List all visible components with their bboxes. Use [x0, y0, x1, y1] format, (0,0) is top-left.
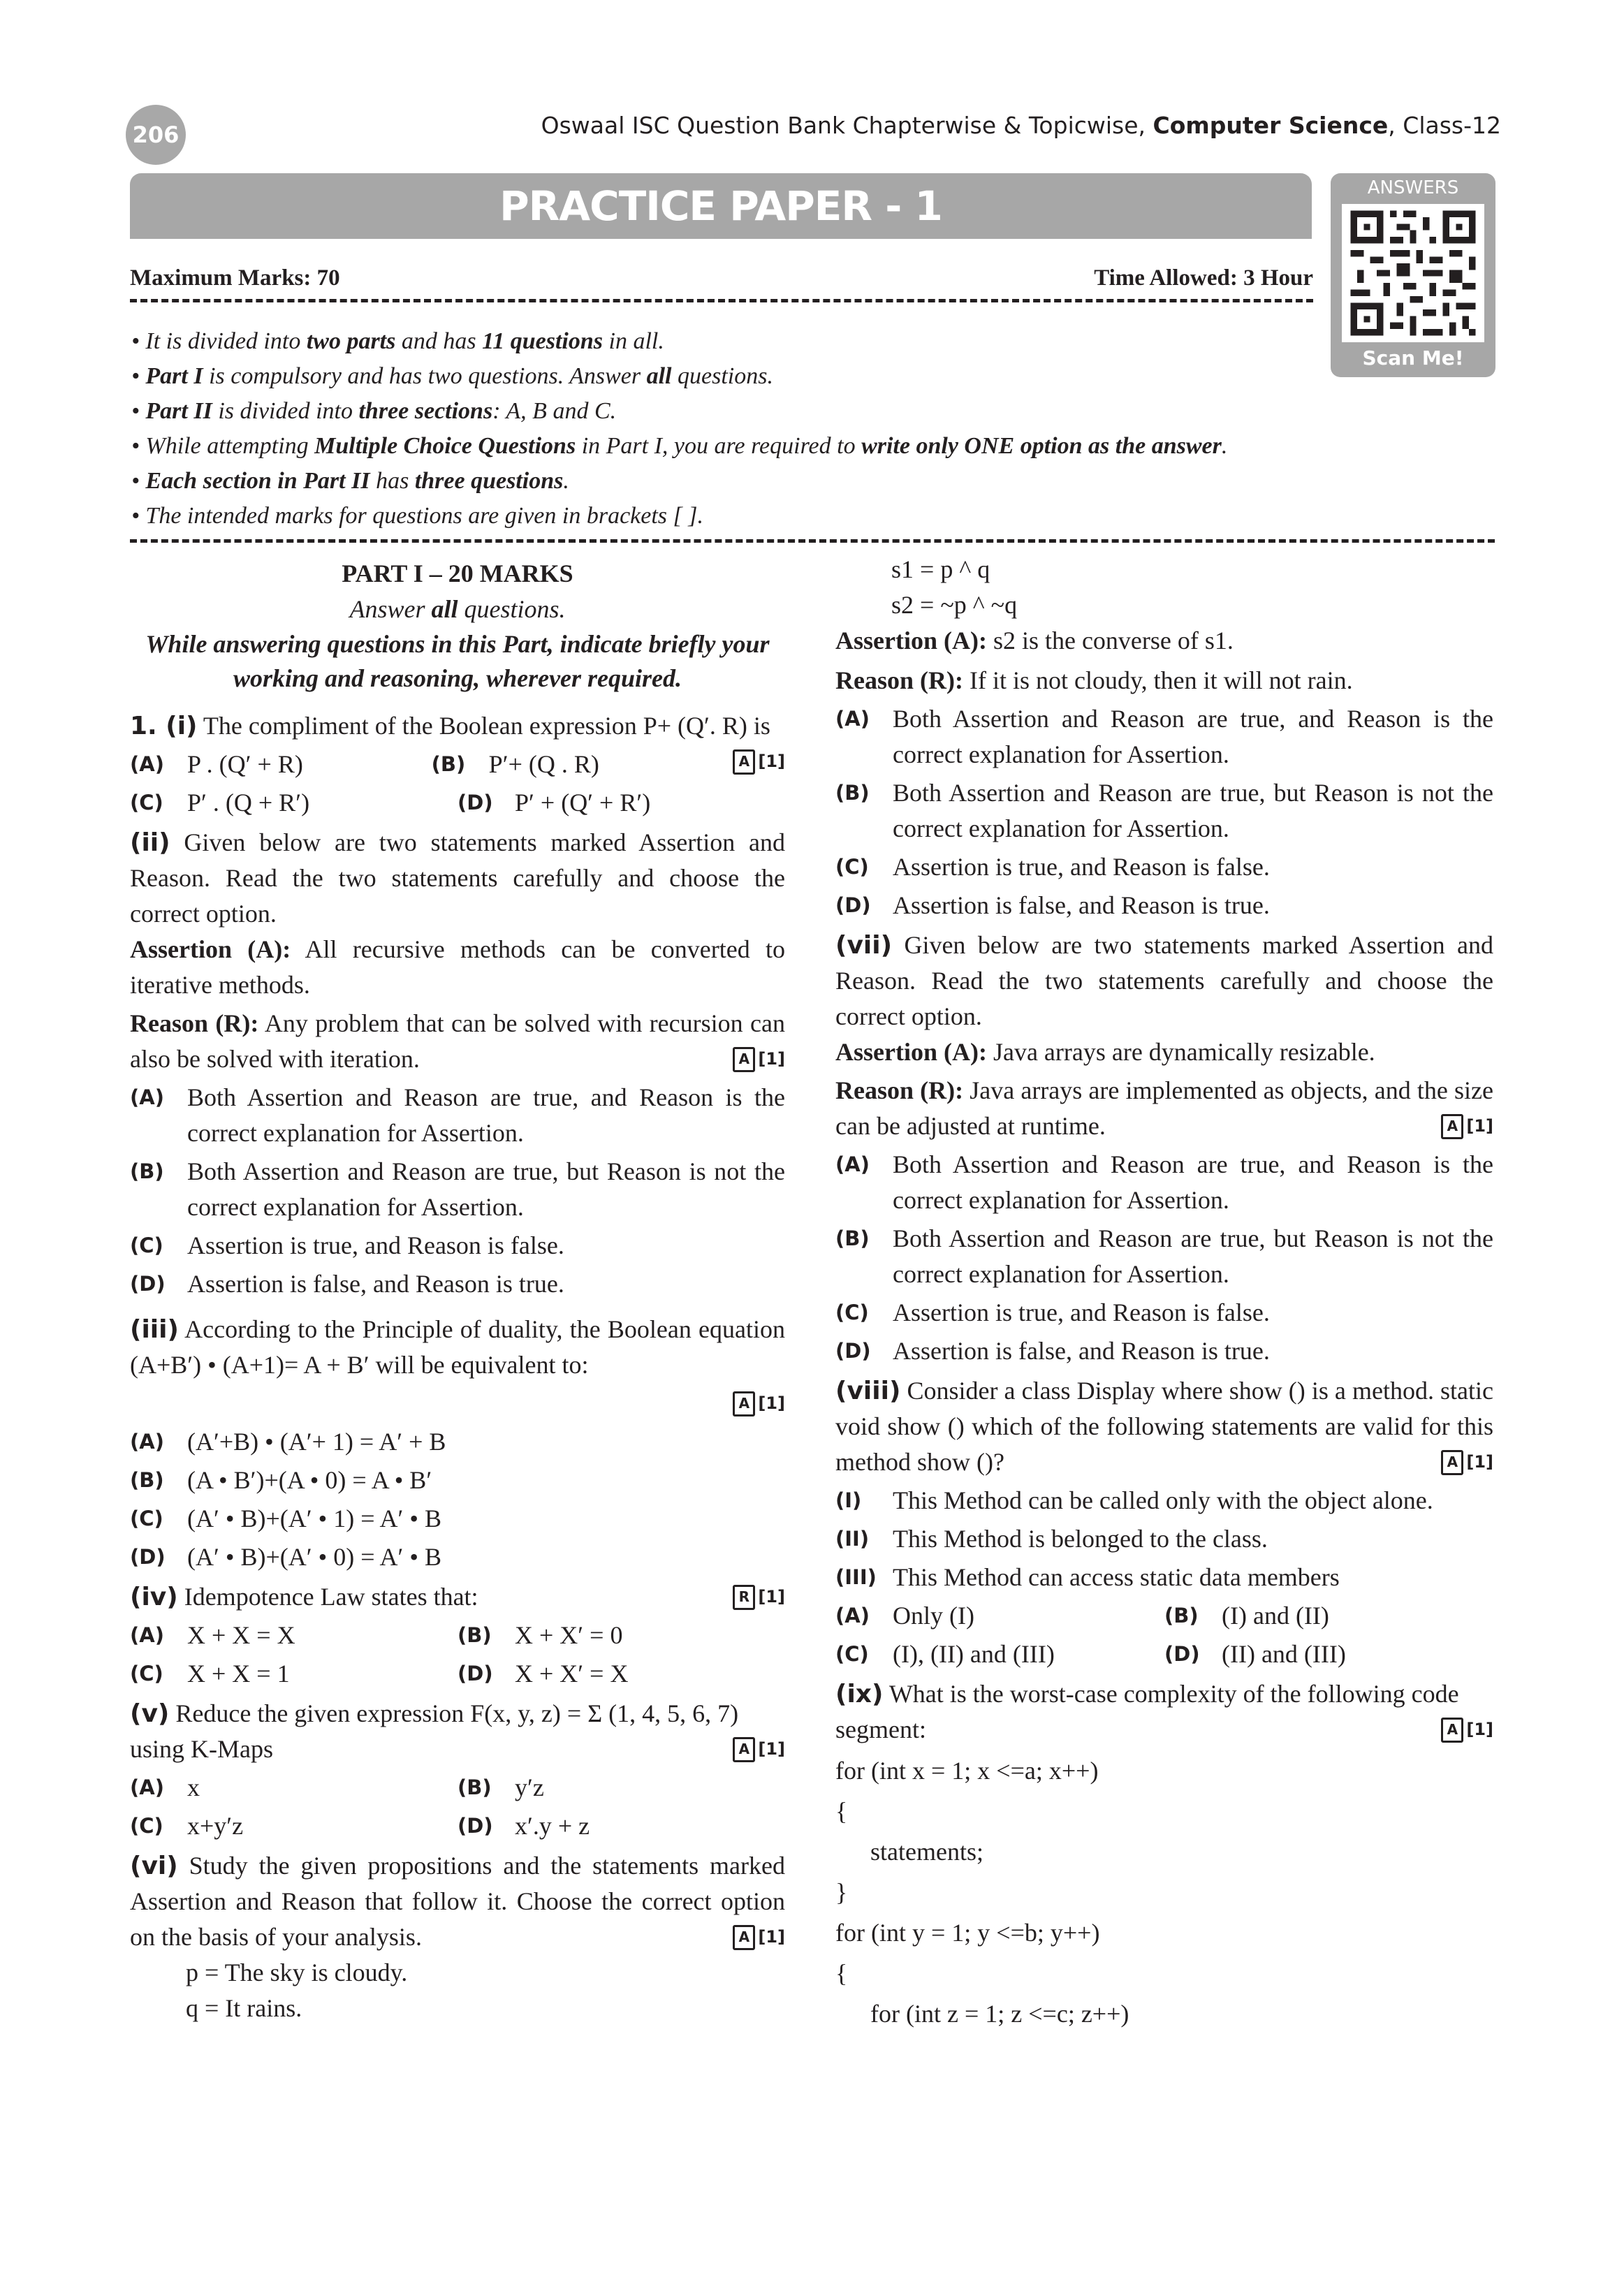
marks-badge: A [1] [1441, 1108, 1493, 1144]
options-row: (C) (I), (II) and (III) (D) (II) and (III) [835, 1640, 1346, 1668]
code-line: for (int x = 1; x <=a; x++) [835, 1757, 1099, 1785]
part-heading: PART I – 20 MARKS [342, 559, 573, 587]
qr-code-panel[interactable] [1331, 173, 1495, 377]
reason: Reason (R): If it is not cloudy, then it will not rain. [835, 666, 1353, 694]
option: (C) Assertion is true, and Reason is false. [835, 853, 1270, 881]
question-iii: (iii) According to the Principle of duality, the Boolean equation (A+B′) • (A+1)= A + B′ will be equivalent to: [130, 1315, 785, 1379]
left-column [130, 556, 785, 2026]
proposition-p: p = The sky is cloudy. [186, 1959, 408, 1986]
question-viii: (viii) Consider a class Display where show () is a method. static void show () which of the following statements are valid for this method show ()? A [1] [835, 1373, 1493, 1480]
remember-icon: R [733, 1585, 755, 1610]
code-line: for (int y = 1; y <=b; y++) [835, 1919, 1100, 1947]
instruction-item: • The intended marks for questions are given in brackets [ ]. [131, 503, 703, 529]
statement-s1: s1 = p ^ q [891, 555, 990, 583]
option: (D) Assertion is false, and Reason is true. [130, 1270, 564, 1298]
analysis-icon: A [1441, 1450, 1463, 1475]
page-number: 206 [126, 105, 186, 165]
code-line: statements; [870, 1838, 983, 1866]
qr-bottom-label: Scan Me! [1362, 346, 1464, 369]
maximum-marks: Maximum Marks: 70 [130, 265, 340, 291]
analysis-icon: A [1441, 1718, 1463, 1743]
option: (A) Both Assertion and Reason are true, and Reason is the correct explanation for Assertion. [835, 705, 1493, 768]
option: (A) Both Assertion and Reason are true, and Reason is the correct explanation for Assertion. [835, 1150, 1493, 1214]
marks-badge: A [1] [733, 1732, 785, 1767]
time-allowed: Time Allowed: 3 Hour [1094, 265, 1313, 291]
statement-item: (III) This Method can access static data members [835, 1563, 1340, 1591]
code-line: } [835, 1878, 848, 1906]
option: (A) Both Assertion and Reason are true, and Reason is the correct explanation for Assertion. [130, 1083, 785, 1147]
option: (A) (A′+B) • (A′+ 1) = A′ + B [130, 1428, 446, 1456]
divider [130, 299, 1313, 302]
question-ii: (ii) Given below are two statements marked Assertion and Reason. Read the two statements carefully and choose the correct option. [130, 828, 785, 928]
analysis-icon: A [733, 1047, 755, 1072]
assertion: Assertion (A): Java arrays are dynamically resizable. [835, 1038, 1375, 1066]
options-row: (C) X + X = 1 (D) X + X′ = X [130, 1660, 629, 1688]
statement-item: (II) This Method is belonged to the class. [835, 1525, 1268, 1553]
options-row: (A) Only (I) (B) (I) and (II) [835, 1602, 1329, 1630]
options-row: (C) x+y′z (D) x′.y + z [130, 1812, 590, 1840]
option: (B) Both Assertion and Reason are true, but Reason is not the correct explanation for Assertion. [835, 779, 1493, 842]
question-v: (v) Reduce the given expression F(x, y, z) = Σ (1, 4, 5, 6, 7) using K-Maps A [1] [130, 1696, 785, 1767]
reason: Reason (R): Any problem that can be solved with recursion can also be solved with iteration. A [1] [130, 1006, 785, 1077]
instruction-item: • Each section in Part II has three questions. [131, 468, 569, 494]
options-row: (C) P′ . (Q + R′) (D) P′ + (Q′ + R′) [130, 789, 651, 817]
question-1-i: 1. (i) The compliment of the Boolean expression P+ (Q′. R) is A [1] [130, 708, 785, 744]
analysis-icon: A [733, 1925, 755, 1950]
running-head [541, 112, 1501, 139]
proposition-q: q = It rains. [186, 1994, 302, 2022]
instruction-item: • Part II is divided into three sections: A, B and C. [131, 398, 617, 424]
option: (B) (A • B′)+(A • 0) = A • B′ [130, 1466, 432, 1494]
qr-code-icon [1342, 204, 1484, 342]
code-line: for (int z = 1; z <=c; z++) [870, 2000, 1129, 2028]
marks-badge: A [1] [733, 1919, 785, 1955]
assertion: Assertion (A): All recursive methods can be converted to iterative methods. [130, 935, 785, 999]
option: (D) Assertion is false, and Reason is true. [835, 1337, 1270, 1365]
code-segment [835, 1750, 1493, 2034]
instruction-item: • It is divided into two parts and has 11 questions in all. [131, 328, 664, 354]
option: (C) (A′ • B)+(A′ • 1) = A′ • B [130, 1505, 442, 1532]
options-row: (A) x (B) y′z [130, 1773, 544, 1801]
qr-top-label: ANSWERS [1367, 177, 1459, 198]
analysis-icon: A [1441, 1114, 1463, 1139]
reason: Reason (R): Java arrays are implemented as objects, and the size can be adjusted at runtime. A [1] [835, 1073, 1493, 1144]
marks-row [130, 1383, 785, 1421]
analysis-icon: A [733, 1737, 755, 1762]
right-column [835, 556, 1493, 2034]
option: (B) Both Assertion and Reason are true, but Reason is not the correct explanation for Assertion. [835, 1224, 1493, 1288]
question-vii: (vii) Given below are two statements marked Assertion and Reason. Read the two statements carefully and choose the correct option. [835, 931, 1493, 1030]
option: (D) (A′ • B)+(A′ • 0) = A′ • B [130, 1543, 442, 1571]
option: (B) Both Assertion and Reason are true, but Reason is not the correct explanation for Assertion. [130, 1157, 785, 1221]
question-ix: (ix) What is the worst-case complexity of the following code segment: A [1] [835, 1676, 1493, 1748]
option: (D) Assertion is false, and Reason is true. [835, 891, 1270, 919]
marks-badge: A [1] [1441, 1712, 1493, 1748]
instruction-item: • While attempting Multiple Choice Questions in Part I, you are required to write only ONE option as the answer. [131, 433, 1228, 459]
marks-badge: A [1] [733, 1041, 785, 1077]
instruction-item: • Part I is compulsory and has two questions. Answer all questions. [131, 363, 773, 389]
option: (C) Assertion is true, and Reason is false. [130, 1231, 564, 1259]
option: (C) Assertion is true, and Reason is false. [835, 1298, 1270, 1326]
code-line: { [835, 1959, 848, 1987]
marks-badge: A [1] [733, 744, 785, 779]
running-head-subject: Computer Science [1153, 112, 1389, 139]
marks-badge: A [1] [1441, 1444, 1493, 1480]
code-line: { [835, 1797, 848, 1825]
page-title: PRACTICE PAPER - 1 [499, 182, 942, 230]
options-row: (A) P . (Q′ + R) (B) P′+ (Q . R) [130, 750, 599, 778]
marks-badge: A [1] [733, 1393, 785, 1413]
running-head-suffix: , Class-12 [1388, 112, 1501, 139]
part-instruction-2: While answering questions in this Part, indicate briefly your working and reasoning, wherever required. [145, 630, 770, 692]
assertion: Assertion (A): s2 is the converse of s1. [835, 627, 1234, 654]
statement-item: (I) This Method can be called only with the object alone. [835, 1486, 1433, 1514]
running-head-prefix: Oswaal ISC Question Bank Chapterwise & Topicwise, [541, 112, 1153, 139]
marks-badge: R [1] [733, 1579, 785, 1615]
analysis-icon: A [733, 749, 755, 775]
analysis-icon: A [733, 1391, 755, 1416]
divider [130, 539, 1495, 543]
part-instruction: Answer all questions. [349, 595, 566, 623]
statement-s2: s2 = ~p ^ ~q [891, 591, 1018, 619]
options-row: (A) X + X = X (B) X + X′ = 0 [130, 1621, 623, 1649]
question-vi: (vi) Study the given propositions and the statements marked Assertion and Reason that follow it. Choose the correct option on the basis of your analysis. A [1] [130, 1848, 785, 1955]
question-iv: (iv) Idempotence Law states that: R [1] [130, 1579, 785, 1615]
title-bar [130, 173, 1312, 239]
